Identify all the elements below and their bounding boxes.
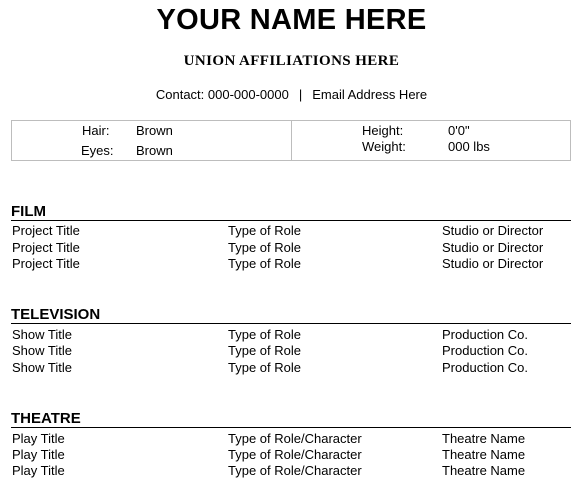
section-heading-television: TELEVISION — [11, 306, 571, 324]
show-production: Production Co. — [442, 343, 528, 358]
show-title: Show Title — [12, 343, 72, 358]
play-role: Type of Role/Character — [228, 463, 362, 478]
play-title: Play Title — [12, 431, 65, 446]
film-studio: Studio or Director — [442, 223, 544, 238]
hair-label: Hair: — [82, 123, 110, 138]
union-affiliations: UNION AFFILIATIONS HERE — [183, 53, 400, 69]
show-title: Show Title — [12, 327, 72, 342]
weight-label: Weight: — [362, 139, 406, 154]
show-production: Production Co. — [442, 360, 528, 375]
contact-phone: Contact: 000-000-0000 — [155, 87, 289, 102]
play-title: Play Title — [12, 463, 65, 478]
theatre-name: Theatre Name — [442, 431, 526, 446]
show-title: Show Title — [12, 360, 72, 375]
film-title: Project Title — [12, 240, 80, 255]
section-heading-theatre: THEATRE — [11, 410, 571, 428]
film-row — [0, 240, 583, 256]
show-role: Type of Role — [228, 327, 301, 342]
height-value: 0'0" — [448, 123, 470, 138]
section-heading-film: FILM — [11, 203, 571, 221]
television-row — [0, 343, 583, 359]
film-studio: Studio or Director — [442, 240, 544, 255]
play-role: Type of Role/Character — [228, 431, 362, 446]
theatre-name: Theatre Name — [442, 463, 526, 478]
film-studio: Studio or Director — [442, 256, 544, 271]
film-role: Type of Role — [228, 256, 301, 271]
television-row — [0, 327, 583, 343]
actor-name: YOUR NAME HERE — [156, 4, 427, 36]
show-role: Type of Role — [228, 360, 301, 375]
theatre-row — [0, 447, 583, 463]
stats-divider — [291, 121, 292, 160]
film-row — [0, 256, 583, 272]
height-label: Height: — [362, 123, 404, 138]
contact-email: Email Address Here — [312, 87, 428, 102]
show-role: Type of Role — [228, 343, 301, 358]
theatre-row — [0, 431, 583, 447]
theatre-row — [0, 463, 583, 479]
eyes-value: Brown — [136, 143, 173, 158]
contact-separator: | — [298, 87, 303, 102]
television-row — [0, 360, 583, 376]
eyes-label: Eyes: — [81, 143, 114, 158]
film-row — [0, 223, 583, 239]
film-title: Project Title — [12, 223, 80, 238]
hair-value: Brown — [136, 123, 173, 138]
theatre-name: Theatre Name — [442, 447, 526, 462]
film-title: Project Title — [12, 256, 80, 271]
physical-stats-box — [11, 120, 571, 161]
contact-line — [0, 87, 583, 102]
play-role: Type of Role/Character — [228, 447, 362, 462]
film-role: Type of Role — [228, 240, 301, 255]
weight-value: 000 lbs — [448, 139, 490, 154]
show-production: Production Co. — [442, 327, 528, 342]
film-role: Type of Role — [228, 223, 301, 238]
play-title: Play Title — [12, 447, 65, 462]
